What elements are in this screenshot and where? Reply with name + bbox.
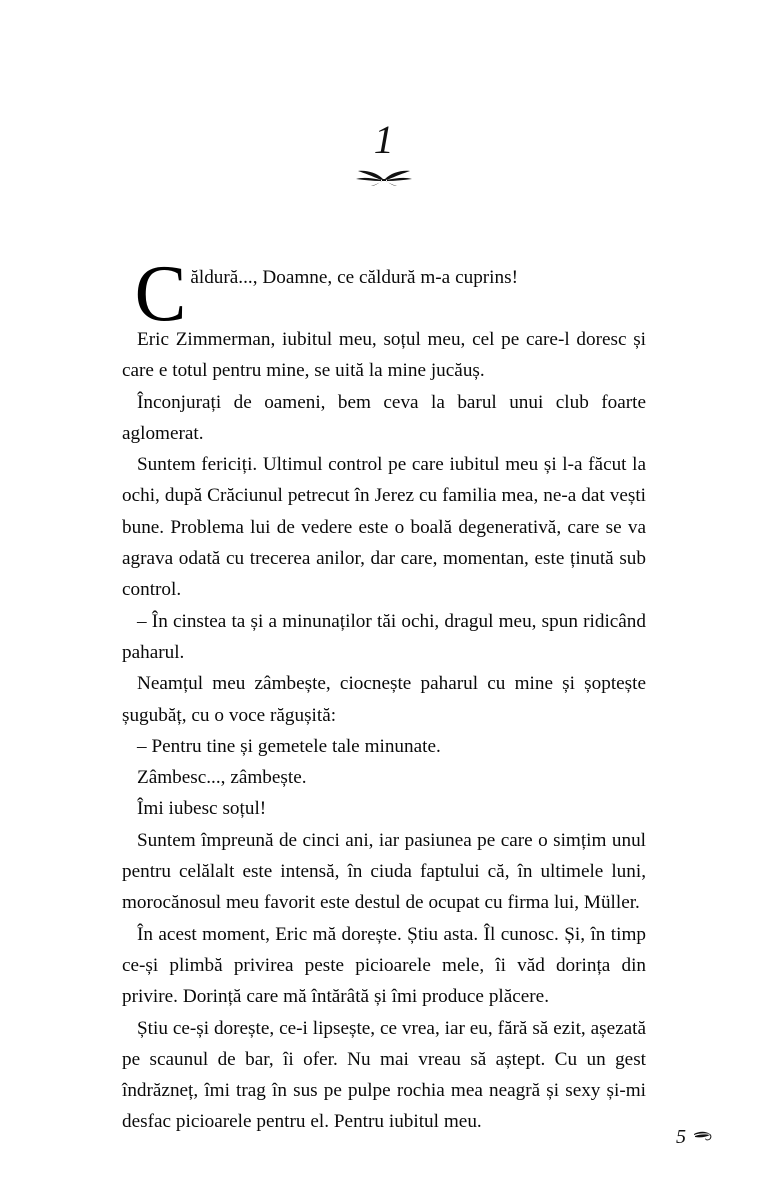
paragraph: În acest moment, Eric mă dorește. Știu asta. Îl cunosc. Și, în timp ce-și plimbă privirea peste picioarele mele, îi văd dorința din privire. Dorință care mă întărâtă și îmi produce plăcere.: [122, 923, 646, 1008]
chapter-heading: [0, 118, 768, 194]
paragraph: Suntem fericiți. Ultimul control pe care iubitul meu și l-a făcut la ochi, după Crăciunul petrecut în Jerez cu familia mea, ne-a dat vești bune. Problema lui de vedere este o boală degenerativă, care se va agrava odată cu trecerea anilor, dar care, momentan, este ținută sub control.: [122, 454, 646, 601]
paragraph: Înconjurați de oameni, bem ceva la barul unui club foarte aglomerat.: [122, 391, 646, 444]
body-text-block: [122, 250, 646, 1138]
paragraph: Îmi iubesc soțul!: [137, 798, 267, 820]
paragraph: Știu ce-și dorește, ce-i lipsește, ce vrea, iar eu, fără să ezit, așezată pe scaunul de bar, îi ofer. Nu mai vreau să aștept. Cu un gest îndrăzneț, îmi trag în sus pe pulpe rochia mea neagră și sexy și-mi desfac picioarele pentru el. Pentru iubitul meu.: [122, 1017, 646, 1133]
paragraph: [122, 250, 646, 338]
dialogue-paragraph: – În cinstea ta și a minunaților tăi ochi, dragul meu, spun ridicând paharul.: [122, 610, 646, 663]
page-folio: [676, 1127, 713, 1147]
paragraph: Eric Zimmerman, iubitul meu, soțul meu, cel pe care-l doresc și care e totul pentru mine, se uită la mine jucăuș.: [122, 329, 646, 382]
paragraph: Neamțul meu zâmbește, ciocnește paharul cu mine și șoptește șugubăț, cu o voce răgușită:: [122, 673, 646, 726]
chapter-number: 1: [373, 117, 395, 162]
drop-cap: C: [134, 250, 187, 338]
paragraph: Zâmbesc..., zâmbește.: [137, 767, 307, 789]
paragraph-text: ăldură..., Doamne, ce căldură m-a cuprins!: [190, 267, 518, 288]
page-number: 5: [676, 1126, 686, 1148]
leaf-flourish-icon: [693, 1130, 713, 1144]
paragraph: Suntem împreună de cinci ani, iar pasiunea pe care o simțim unul pentru celălalt este intensă, în ciuda faptului că, în ultimele luni, morocănosul meu favorit este destul de ocupat cu firma lui, Müller.: [122, 829, 646, 914]
double-leaf-ornament-icon: [0, 168, 768, 194]
dialogue-paragraph: – Pentru tine și gemetele tale minunate.: [137, 735, 441, 757]
